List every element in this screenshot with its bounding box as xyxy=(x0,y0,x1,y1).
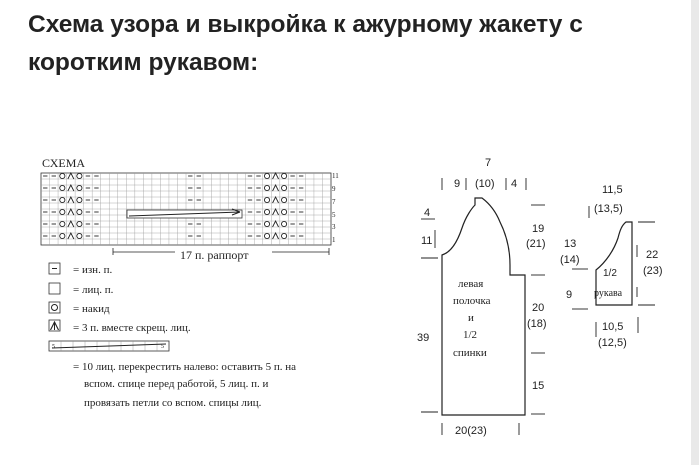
sleeve-top-11-5: 11,5 xyxy=(602,184,623,196)
title-line-1: Схема узора и выкройка к ажурному жакету с xyxy=(28,11,583,38)
legend-text-yarnover: = накид xyxy=(73,303,110,315)
body-label-4: 1/2 xyxy=(463,329,478,341)
yarnover-mark xyxy=(264,197,269,202)
yarnover-mark xyxy=(281,221,286,226)
body-bottom-width: 20(23) xyxy=(455,425,487,437)
sleeve-bottom-10-5: 10,5 xyxy=(602,321,624,333)
cross-number-right: 5 xyxy=(161,344,164,350)
legend-cross-line-2: вспом. спице перед работой, 5 лиц. п. и xyxy=(84,378,269,390)
legend-yarnover-box xyxy=(49,302,60,313)
body-right-18: (18) xyxy=(527,318,547,330)
legend-text-knit: = лиц. п. xyxy=(73,284,114,296)
body-label-3: и xyxy=(468,312,474,324)
yarnover-mark xyxy=(281,209,286,214)
body-left-11: 11 xyxy=(421,235,433,247)
body-left-4: 4 xyxy=(424,207,431,219)
k3tog-mark xyxy=(273,233,279,239)
legend-text-k3tog: = 3 п. вместе скрещ. лиц. xyxy=(73,322,191,334)
legend-empty-box xyxy=(49,283,60,294)
body-top-segment-10: (10) xyxy=(475,178,495,190)
k3tog-mark xyxy=(273,173,279,179)
yarnover-mark xyxy=(60,233,65,238)
scheme-heading: СХЕМА xyxy=(42,156,86,170)
yarnover-mark xyxy=(60,221,65,226)
yarnover-mark xyxy=(77,185,82,190)
k3tog-mark xyxy=(68,197,74,203)
yarnover-mark xyxy=(77,173,82,178)
body-label-5: спинки xyxy=(453,347,487,359)
yarnover-mark xyxy=(264,173,269,178)
k3tog-mark xyxy=(68,221,74,227)
yarnover-mark xyxy=(281,185,286,190)
body-top-segment-4: 4 xyxy=(511,178,518,190)
legend-cable-cross-symbol xyxy=(49,341,169,351)
body-top-segment-9: 9 xyxy=(454,178,461,190)
body-top-total: 7 xyxy=(485,157,492,169)
body-right-15: 15 xyxy=(532,380,545,392)
title-line-2: коротким рукавом: xyxy=(28,49,259,76)
k3tog-mark xyxy=(273,185,279,191)
cable-cross-symbol-in-chart xyxy=(127,209,242,218)
k3tog-mark xyxy=(68,173,74,179)
row-number: 5 xyxy=(332,211,336,219)
sleeve-left-14: (14) xyxy=(560,254,580,266)
yarnover-mark xyxy=(281,233,286,238)
legend-cross-line-1: = 10 лиц. перекрестить налево: оставить 5 п. на xyxy=(73,361,296,373)
row-number: 1 xyxy=(332,236,336,244)
k3tog-mark xyxy=(273,209,279,215)
row-number: 9 xyxy=(332,185,336,193)
yarnover-mark xyxy=(264,221,269,226)
sleeve-top-13-5: (13,5) xyxy=(594,203,623,215)
yarnover-mark xyxy=(60,173,65,178)
k3tog-mark xyxy=(68,209,74,215)
body-label-1: левая xyxy=(458,278,484,290)
row-number: 11 xyxy=(332,172,339,180)
yarnover-mark xyxy=(264,209,269,214)
sleeve-label-2: рукава xyxy=(594,288,623,299)
sleeve-left-13: 13 xyxy=(564,238,577,250)
body-right-21: (21) xyxy=(526,238,546,250)
sleeve-right-23: (23) xyxy=(643,265,663,277)
k3tog-mark xyxy=(68,185,74,191)
k3tog-mark xyxy=(68,233,74,239)
yarnover-mark xyxy=(60,185,65,190)
yarnover-mark xyxy=(60,209,65,214)
yarnover-mark xyxy=(281,197,286,202)
repeat-label: 17 п. раппорт xyxy=(180,248,249,262)
yarnover-mark xyxy=(264,233,269,238)
row-number: 7 xyxy=(332,198,336,206)
body-left-39: 39 xyxy=(417,332,430,344)
sleeve-right-22: 22 xyxy=(646,249,659,261)
legend-k3tog-box xyxy=(49,320,60,331)
yarnover-mark xyxy=(281,173,286,178)
knitting-chart-grid xyxy=(41,173,331,245)
body-label-2: полочка xyxy=(453,295,491,307)
sleeve-left-9: 9 xyxy=(566,289,573,301)
yarnover-mark xyxy=(77,233,82,238)
sleeve-bottom-12-5: (12,5) xyxy=(598,337,627,349)
row-number: 3 xyxy=(332,223,336,231)
legend-dash-box xyxy=(49,263,60,274)
yarnover-mark xyxy=(77,209,82,214)
legend-cross-line-3: провязать петли со вспом. спицы лиц. xyxy=(84,397,262,409)
sleeve-label-1: 1/2 xyxy=(603,268,617,279)
body-right-20: 20 xyxy=(532,302,545,314)
yarnover-mark xyxy=(264,185,269,190)
k3tog-mark xyxy=(273,221,279,227)
yarnover-mark xyxy=(60,197,65,202)
yarnover-mark xyxy=(77,197,82,202)
yarnover-mark xyxy=(77,221,82,226)
k3tog-mark xyxy=(273,197,279,203)
row-numbers xyxy=(332,172,339,244)
legend-text-purl: = изн. п. xyxy=(73,264,113,276)
cross-number-left: 5 xyxy=(52,344,55,350)
body-right-19: 19 xyxy=(532,223,545,235)
